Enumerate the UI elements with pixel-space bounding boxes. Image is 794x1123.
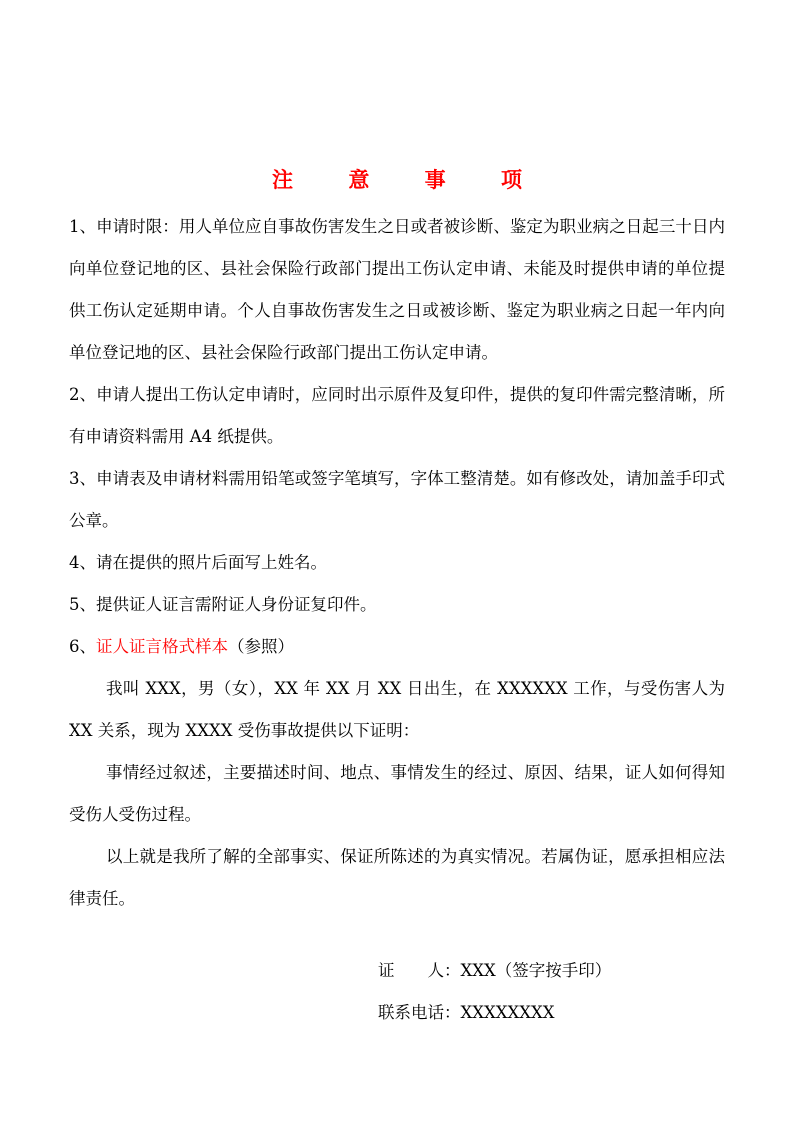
item-6-suffix: （参照） bbox=[228, 637, 294, 656]
item-6-highlight: 证人证言格式样本 bbox=[96, 637, 228, 656]
witness-label: 证人： bbox=[378, 961, 461, 980]
notice-item-3: 3、申请表及申请材料需用铅笔或签字笔填写，字体工整清楚。如有修改处，请加盖手印式公章。 bbox=[69, 469, 725, 530]
sample-paragraph-3: 以上就是我所了解的全部事实、保证所陈述的为真实情况。若属伪证，愿承担相应法律责任。 bbox=[69, 847, 725, 908]
witness-signature-line bbox=[378, 950, 611, 992]
page-title: 注 意 事 项 bbox=[272, 167, 546, 192]
item-6-prefix: 6、 bbox=[69, 637, 96, 656]
notice-item-6 bbox=[69, 626, 725, 668]
witness-value: XXX（签字按手印） bbox=[460, 961, 612, 980]
notice-item-1: 1、申请时限：用人单位应自事故伤害发生之日或者被诊断、鉴定为职业病之日起三十日内向单位登记地的区、县社会保险行政部门提出工伤认定申请、未能及时提供申请的单位提供工伤认定延期申请。个人自事故伤害发生之日或被诊断、鉴定为职业病之日起一年内向单位登记地的区、县社会保险行政部门提出工伤认定申请。 bbox=[69, 217, 725, 362]
notice-item-2: 2、申请人提出工伤认定申请时，应同时出示原件及复印件，提供的复印件需完整清晰，所有申请资料需用 A4 纸提供。 bbox=[69, 385, 725, 446]
notice-item-4: 4、请在提供的照片后面写上姓名。 bbox=[69, 553, 327, 572]
notice-body bbox=[69, 206, 725, 920]
phone-value: XXXXXXXX bbox=[460, 1003, 555, 1022]
sample-paragraph-2: 事情经过叙述，主要描述时间、地点、事情发生的经过、原因、结果，证人如何得知受伤人受伤过程。 bbox=[69, 763, 725, 824]
notice-item-5: 5、提供证人证言需附证人身份证复印件。 bbox=[69, 595, 377, 614]
phone-line bbox=[378, 992, 554, 1034]
sample-paragraph-1: 我叫 XXX，男（女），XX 年 XX 月 XX 日出生，在 XXXXXX 工作，与受伤害人为 XX 关系，现为 XXXX 受伤事故提供以下证明： bbox=[69, 679, 725, 740]
phone-label: 联系电话： bbox=[378, 1003, 461, 1022]
